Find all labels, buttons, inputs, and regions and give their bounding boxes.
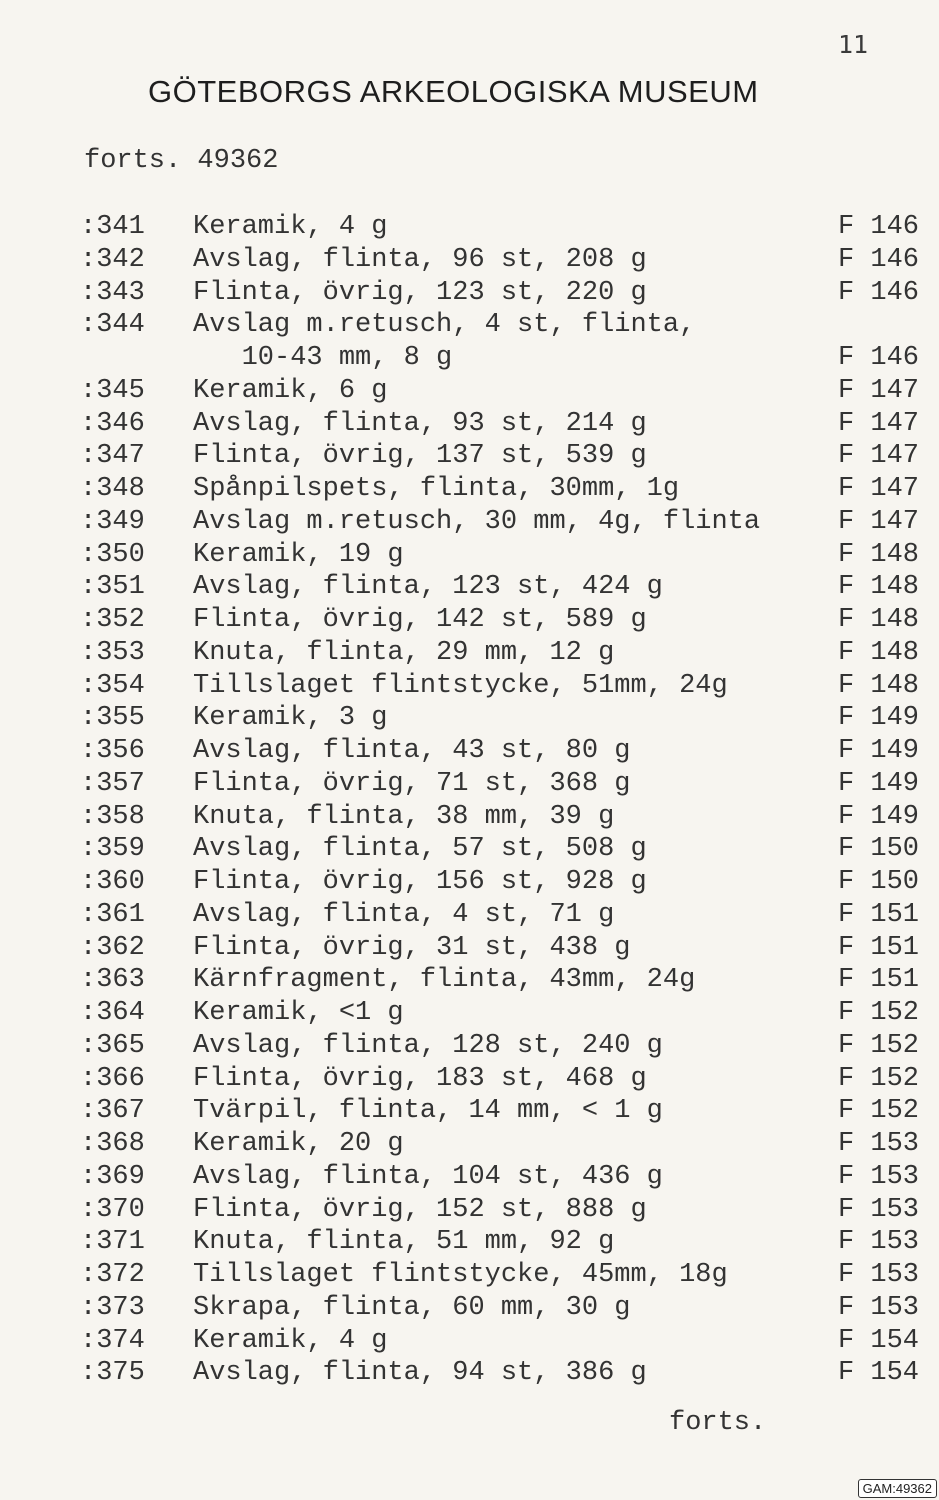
entry-location: F 153 — [837, 1292, 919, 1323]
list-item — [0, 212, 939, 245]
entry-description: Flinta, övrig, 123 st, 220 g — [193, 277, 647, 308]
entry-number: :351 — [80, 572, 145, 603]
entry-location: F 153 — [837, 1194, 919, 1225]
entry-description: Keramik, 3 g — [193, 703, 388, 734]
entry-location: F 152 — [837, 998, 919, 1028]
entry-description: Keramik, 19 g — [193, 539, 404, 570]
entry-number: :360 — [80, 867, 145, 897]
entry-description: Keramik, 4 g — [193, 212, 388, 242]
entry-number: :354 — [80, 670, 145, 701]
entry-location: F 154 — [837, 1358, 919, 1389]
entry-description: Flinta, övrig, 183 st, 468 g — [193, 1063, 647, 1094]
entry-description: Tvärpil, flinta, 14 mm, < 1 g — [193, 1096, 663, 1127]
list-item — [0, 965, 939, 998]
entry-number: :366 — [80, 1063, 145, 1094]
list-item — [0, 572, 939, 605]
entry-location: F 153 — [837, 1227, 919, 1258]
list-item — [0, 540, 939, 573]
list-item — [0, 703, 939, 736]
entry-description: Tillslaget flintstycke, 45mm, 18g — [193, 1260, 728, 1290]
entry-number: :349 — [80, 506, 145, 537]
list-item — [0, 1064, 939, 1097]
entry-number: :371 — [80, 1227, 145, 1258]
list-item — [0, 507, 939, 540]
entry-location: F 148 — [837, 539, 919, 570]
list-item — [0, 802, 939, 835]
entry-location: F 152 — [837, 1063, 919, 1094]
entry-number: :373 — [80, 1292, 145, 1323]
entry-location: F 153 — [837, 1260, 919, 1290]
entry-location: F 148 — [837, 637, 919, 668]
entry-location: F 147 — [837, 408, 919, 439]
list-item — [0, 605, 939, 638]
entry-location: F 151 — [837, 965, 919, 996]
entry-location: F 147 — [837, 474, 919, 504]
entry-number: :356 — [80, 736, 145, 766]
entry-number: :372 — [80, 1260, 145, 1290]
entry-location: F 149 — [837, 801, 919, 832]
entry-location: F 149 — [837, 703, 919, 734]
list-item — [0, 441, 939, 474]
list-item — [0, 1031, 939, 1064]
list-item — [0, 1293, 939, 1326]
entry-number: :345 — [80, 375, 145, 406]
entry-number: :350 — [80, 539, 145, 570]
list-item — [0, 1358, 939, 1391]
entry-location: F 153 — [837, 1129, 919, 1159]
entry-description: Keramik, 6 g — [193, 375, 388, 406]
entry-number: :359 — [80, 834, 145, 865]
entry-location: F 147 — [837, 506, 919, 537]
entry-location: F 148 — [837, 605, 919, 635]
page-number: 11 — [838, 30, 869, 59]
entry-description: Flinta, övrig, 152 st, 888 g — [193, 1194, 647, 1225]
entry-number: :368 — [80, 1129, 145, 1159]
entry-description: Flinta, övrig, 31 st, 438 g — [193, 932, 631, 963]
entry-description: Knuta, flinta, 29 mm, 12 g — [193, 637, 615, 668]
continuation-label-bottom: forts. — [669, 1408, 767, 1438]
entry-location: F 146 — [837, 244, 919, 275]
entry-location: F 151 — [837, 899, 919, 930]
entry-description: Avslag, flinta, 104 st, 436 g — [193, 1161, 663, 1192]
entry-number: :363 — [80, 965, 145, 996]
entry-number: :374 — [80, 1325, 145, 1356]
entry-description: Avslag, flinta, 93 st, 214 g — [193, 408, 647, 439]
entry-number: :352 — [80, 605, 145, 635]
entry-description: Flinta, övrig, 156 st, 928 g — [193, 867, 647, 897]
entry-number: :346 — [80, 408, 145, 439]
list-item — [0, 900, 939, 933]
entry-description: Avslag m.retusch, 4 st, flinta, — [193, 310, 696, 341]
list-item — [0, 278, 939, 311]
entry-number: :370 — [80, 1194, 145, 1225]
entry-description: Avslag, flinta, 43 st, 80 g — [193, 736, 631, 766]
entry-description: Flinta, övrig, 137 st, 539 g — [193, 441, 647, 472]
list-item — [0, 1096, 939, 1129]
entry-location: F 148 — [837, 572, 919, 603]
list-item — [0, 834, 939, 867]
entry-number: :365 — [80, 1030, 145, 1061]
entry-number: :353 — [80, 637, 145, 668]
entry-description: Keramik, 20 g — [193, 1129, 404, 1159]
entry-description: Avslag, flinta, 128 st, 240 g — [193, 1030, 663, 1061]
entry-location: F 146 — [837, 212, 919, 242]
entry-location: F 150 — [837, 867, 919, 897]
list-item — [0, 1260, 939, 1293]
entry-number: :343 — [80, 277, 145, 308]
entry-description: 10-43 mm, 8 g — [193, 343, 453, 373]
entry-location: F 149 — [837, 736, 919, 766]
entry-location: F 154 — [837, 1325, 919, 1356]
entry-number: :367 — [80, 1096, 145, 1127]
list-item — [0, 310, 939, 343]
entry-description: Avslag, flinta, 123 st, 424 g — [193, 572, 663, 603]
entry-description: Flinta, övrig, 71 st, 368 g — [193, 768, 631, 799]
entry-location: F 147 — [837, 441, 919, 472]
entry-number: :344 — [80, 310, 145, 341]
entry-location: F 148 — [837, 670, 919, 701]
list-item — [0, 1326, 939, 1359]
list-item — [0, 1195, 939, 1228]
entry-description: Keramik, 4 g — [193, 1325, 388, 1356]
entry-description: Keramik, <1 g — [193, 998, 404, 1028]
list-item — [0, 376, 939, 409]
entry-location: F 152 — [837, 1096, 919, 1127]
entry-description: Skrapa, flinta, 60 mm, 30 g — [193, 1292, 631, 1323]
entry-location: F 150 — [837, 834, 919, 865]
list-item — [0, 1227, 939, 1260]
list-item — [0, 998, 939, 1031]
entry-description: Spånpilspets, flinta, 30mm, 1g — [193, 474, 680, 504]
entry-description: Avslag, flinta, 96 st, 208 g — [193, 244, 647, 275]
entry-location: F 146 — [837, 343, 919, 373]
entry-location: F 151 — [837, 932, 919, 963]
entry-number: :358 — [80, 801, 145, 832]
entry-description: Avslag m.retusch, 30 mm, 4g, flinta — [193, 506, 761, 537]
museum-header: GÖTEBORGS ARKEOLOGISKA MUSEUM — [148, 74, 759, 109]
entry-location: F 152 — [837, 1030, 919, 1061]
entry-description: Avslag, flinta, 94 st, 386 g — [193, 1358, 647, 1389]
list-item — [0, 343, 939, 376]
entry-description: Avslag, flinta, 4 st, 71 g — [193, 899, 615, 930]
list-item — [0, 409, 939, 442]
entry-number: :341 — [80, 212, 145, 242]
entry-location: F 147 — [837, 375, 919, 406]
list-item — [0, 474, 939, 507]
list-item — [0, 933, 939, 966]
catalog-stamp: GAM:49362 — [858, 1479, 937, 1498]
entry-number: :355 — [80, 703, 145, 734]
list-item — [0, 736, 939, 769]
entry-number: :357 — [80, 768, 145, 799]
entry-location: F 153 — [837, 1161, 919, 1192]
entry-number: :375 — [80, 1358, 145, 1389]
entry-description: Avslag, flinta, 57 st, 508 g — [193, 834, 647, 865]
list-item — [0, 1162, 939, 1195]
entry-number: :369 — [80, 1161, 145, 1192]
entry-description: Knuta, flinta, 38 mm, 39 g — [193, 801, 615, 832]
entry-description: Tillslaget flintstycke, 51mm, 24g — [193, 670, 728, 701]
list-item — [0, 245, 939, 278]
entry-description: Kärnfragment, flinta, 43mm, 24g — [193, 965, 696, 996]
list-item — [0, 671, 939, 704]
entry-number: :348 — [80, 474, 145, 504]
entry-number: :364 — [80, 998, 145, 1028]
list-item — [0, 638, 939, 671]
entry-number: :347 — [80, 441, 145, 472]
list-item — [0, 867, 939, 900]
entry-description: Knuta, flinta, 51 mm, 92 g — [193, 1227, 615, 1258]
list-item — [0, 1129, 939, 1162]
entry-description: Flinta, övrig, 142 st, 589 g — [193, 605, 647, 635]
entry-number: :361 — [80, 899, 145, 930]
entry-location: F 149 — [837, 768, 919, 799]
continuation-label-top: forts. 49362 — [84, 146, 279, 176]
entry-number: :362 — [80, 932, 145, 963]
list-item — [0, 769, 939, 802]
entry-number: :342 — [80, 244, 145, 275]
entry-location: F 146 — [837, 277, 919, 308]
